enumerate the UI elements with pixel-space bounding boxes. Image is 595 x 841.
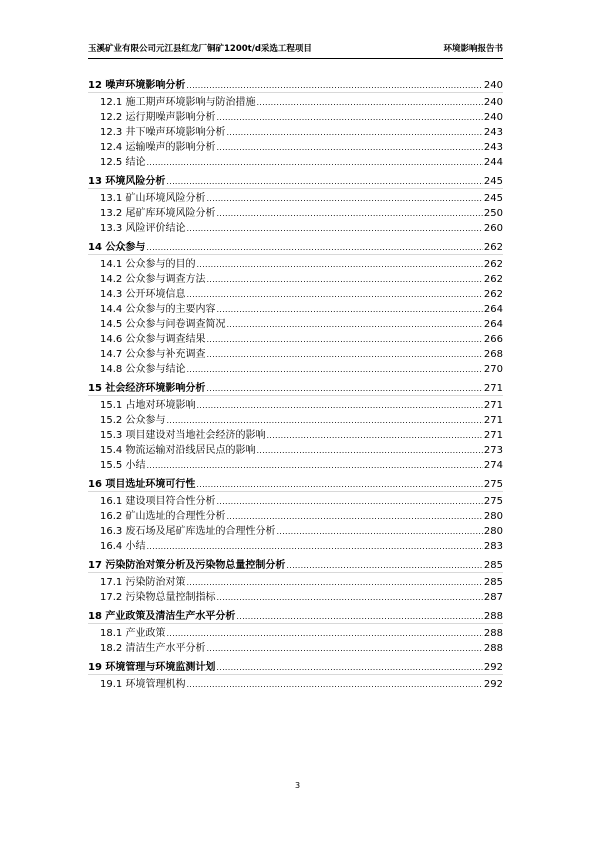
toc-chapter-entry[interactable] <box>88 658 503 675</box>
toc-dot-leader <box>146 242 483 253</box>
toc-entry-label: 12.3 井下噪声环境影响分析 <box>100 127 226 138</box>
toc-entry-page: 285 <box>483 577 503 588</box>
toc-entry-label: 14.1 公众参与的目的 <box>100 259 196 270</box>
toc-entry-label: 15.3 项目建设对当地社会经济的影响 <box>100 430 266 441</box>
toc-section-entry[interactable] <box>88 300 503 315</box>
toc-dot-leader <box>216 208 482 219</box>
toc-entry-page: 262 <box>483 274 503 285</box>
toc-entry-label: 18.1 产业政策 <box>100 628 166 639</box>
toc-entry-page: 271 <box>483 383 503 394</box>
toc-entry-page: 283 <box>483 541 503 552</box>
toc-section-entry[interactable] <box>88 153 503 168</box>
toc-dot-leader <box>236 611 483 622</box>
toc-section-entry[interactable] <box>88 573 503 588</box>
toc-chapter-entry[interactable] <box>88 379 503 396</box>
toc-dot-leader <box>186 289 482 300</box>
toc-section-entry[interactable] <box>88 345 503 360</box>
toc-section-entry[interactable] <box>88 411 503 426</box>
toc-entry-page: 262 <box>483 259 503 270</box>
toc-dot-leader <box>146 541 482 552</box>
toc-entry-page: 287 <box>483 592 503 603</box>
toc-entry-page: 292 <box>483 679 503 690</box>
toc-entry-label: 12.4 运输噪声的影响分析 <box>100 142 216 153</box>
toc-dot-leader <box>186 80 483 91</box>
toc-entry-page: 280 <box>483 526 503 537</box>
page-number: 3 <box>294 781 301 790</box>
toc-entry-page: 288 <box>483 628 503 639</box>
toc-section-entry[interactable] <box>88 270 503 285</box>
toc-entry-page: 275 <box>483 496 503 507</box>
toc-entry-label: 14.5 公众参与问卷调查简况 <box>100 319 226 330</box>
toc-entry-page: 245 <box>483 193 503 204</box>
toc-entry-page: 273 <box>483 445 503 456</box>
toc-entry-page: 285 <box>483 560 503 571</box>
toc-entry-page: 274 <box>483 460 503 471</box>
toc-dot-leader <box>226 127 482 138</box>
toc-entry-page: 243 <box>483 127 503 138</box>
page-header <box>88 42 503 56</box>
toc-entry-page: 271 <box>483 430 503 441</box>
toc-entry-label: 13 环境风险分析 <box>88 176 166 187</box>
toc-entry-label: 16 项目选址环境可行性 <box>88 479 196 490</box>
header-project-title: 玉溪矿业有限公司元江县红龙厂铜矿1200t/d采选工程项目 <box>88 44 312 54</box>
toc-dot-leader <box>186 577 482 588</box>
toc-entry-label: 17.2 污染物总量控制指标 <box>100 592 216 603</box>
toc-section-entry[interactable] <box>88 219 503 234</box>
toc-section-entry[interactable] <box>88 255 503 270</box>
toc-entry-page: 270 <box>483 364 503 375</box>
toc-section-entry[interactable] <box>88 138 503 153</box>
toc-section-entry[interactable] <box>88 396 503 411</box>
toc-dot-leader <box>256 97 482 108</box>
toc-section-entry[interactable] <box>88 315 503 330</box>
toc-entry-page: 260 <box>483 223 503 234</box>
toc-entry-label: 12.5 结论 <box>100 157 146 168</box>
toc-dot-leader <box>186 679 482 690</box>
toc-entry-label: 14.2 公众参与调查方法 <box>100 274 206 285</box>
toc-entry-label: 14 公众参与 <box>88 242 146 253</box>
toc-entry-label: 14.4 公众参与的主要内容 <box>100 304 216 315</box>
toc-chapter-entry[interactable] <box>88 238 503 255</box>
toc-entry-page: 264 <box>483 319 503 330</box>
toc-entry-label: 15.5 小结 <box>100 460 146 471</box>
toc-section-entry[interactable] <box>88 123 503 138</box>
toc-section-entry[interactable] <box>88 507 503 522</box>
toc-entry-page: 275 <box>483 479 503 490</box>
toc-entry-page: 245 <box>483 176 503 187</box>
toc-dot-leader <box>206 334 482 345</box>
toc-dot-leader <box>216 142 482 153</box>
toc-section-entry[interactable] <box>88 588 503 603</box>
toc-section-entry[interactable] <box>88 639 503 654</box>
toc-section-entry[interactable] <box>88 189 503 204</box>
toc-entry-page: 266 <box>483 334 503 345</box>
toc-dot-leader <box>216 304 482 315</box>
toc-entry-label: 12 噪声环境影响分析 <box>88 80 186 91</box>
toc-entry-label: 13.1 矿山环境风险分析 <box>100 193 206 204</box>
toc-dot-leader <box>226 319 482 330</box>
toc-dot-leader <box>226 511 482 522</box>
toc-dot-leader <box>166 176 483 187</box>
toc-entry-page: 280 <box>483 511 503 522</box>
toc-entry-page: 268 <box>483 349 503 360</box>
toc-dot-leader <box>266 430 482 441</box>
toc-chapter-entry[interactable] <box>88 475 503 492</box>
toc-section-entry[interactable] <box>88 426 503 441</box>
toc-dot-leader <box>146 460 482 471</box>
toc-dot-leader <box>216 592 482 603</box>
toc-dot-leader <box>166 415 482 426</box>
toc-dot-leader <box>186 223 482 234</box>
toc-dot-leader <box>206 274 482 285</box>
toc-section-entry[interactable] <box>88 360 503 375</box>
toc-entry-label: 13.2 尾矿库环境风险分析 <box>100 208 216 219</box>
toc-section-entry[interactable] <box>88 93 503 108</box>
toc-entry-label: 16.3 废石场及尾矿库选址的合理性分析 <box>100 526 276 537</box>
toc-entry-page: 264 <box>483 304 503 315</box>
toc-section-entry[interactable] <box>88 675 503 690</box>
toc-chapter-entry[interactable] <box>88 607 503 624</box>
toc-section-entry[interactable] <box>88 522 503 537</box>
toc-entry-label: 16.1 建设项目符合性分析 <box>100 496 216 507</box>
toc-dot-leader <box>256 445 482 456</box>
toc-dot-leader <box>196 479 483 490</box>
toc-chapter-entry[interactable] <box>88 556 503 573</box>
toc-chapter-entry[interactable] <box>88 76 503 93</box>
toc-entry-page: 240 <box>483 112 503 123</box>
toc-dot-leader <box>186 364 482 375</box>
toc-section-entry[interactable] <box>88 456 503 471</box>
toc-entry-page: 243 <box>483 142 503 153</box>
toc-entry-label: 18.2 清洁生产水平分析 <box>100 643 206 654</box>
toc-section-entry[interactable] <box>88 204 503 219</box>
toc-entry-page: 292 <box>483 662 503 673</box>
toc-entry-label: 15.2 公众参与 <box>100 415 166 426</box>
toc-entry-label: 14.6 公众参与调查结果 <box>100 334 206 345</box>
header-document-type: 环境影响报告书 <box>443 44 503 54</box>
toc-entry-label: 12.2 运行期噪声影响分析 <box>100 112 216 123</box>
toc-entry-label: 12.1 施工期声环境影响与防治措施 <box>100 97 256 108</box>
toc-dot-leader <box>216 496 482 507</box>
toc-entry-label: 17 污染防治对策分析及污染物总量控制分析 <box>88 560 286 571</box>
toc-entry-page: 244 <box>483 157 503 168</box>
toc-entry-label: 19 环境管理与环境监测计划 <box>88 662 216 673</box>
toc-chapter-entry[interactable] <box>88 172 503 189</box>
toc-entry-page: 288 <box>483 611 503 622</box>
toc-entry-label: 15 社会经济环境影响分析 <box>88 383 206 394</box>
toc-dot-leader <box>166 628 482 639</box>
toc-entry-label: 16.4 小结 <box>100 541 146 552</box>
toc-entry-label: 16.2 矿山选址的合理性分析 <box>100 511 226 522</box>
toc-dot-leader <box>196 400 482 411</box>
toc-section-entry[interactable] <box>88 285 503 300</box>
toc-entry-label: 13.3 风险评价结论 <box>100 223 186 234</box>
toc-section-entry[interactable] <box>88 108 503 123</box>
toc-entry-label: 19.1 环境管理机构 <box>100 679 186 690</box>
toc-entry-label: 18 产业政策及清洁生产水平分析 <box>88 611 236 622</box>
toc-entry-label: 14.8 公众参与结论 <box>100 364 186 375</box>
toc-entry-page: 271 <box>483 400 503 411</box>
toc-entry-label: 17.1 污染防治对策 <box>100 577 186 588</box>
toc-section-entry[interactable] <box>88 330 503 345</box>
toc-entry-label: 15.4 物流运输对沿线居民点的影响 <box>100 445 256 456</box>
toc-dot-leader <box>286 560 483 571</box>
toc-entry-page: 240 <box>483 80 503 91</box>
toc-dot-leader <box>196 259 482 270</box>
toc-entry-page: 250 <box>483 208 503 219</box>
toc-entry-page: 262 <box>483 289 503 300</box>
toc-dot-leader <box>206 193 482 204</box>
toc-dot-leader <box>206 349 482 360</box>
toc-section-entry[interactable] <box>88 537 503 552</box>
toc-entry-page: 262 <box>483 242 503 253</box>
toc-section-entry[interactable] <box>88 624 503 639</box>
toc-entry-label: 14.7 公众参与补充调查 <box>100 349 206 360</box>
header-divider <box>88 58 503 59</box>
toc-dot-leader <box>216 662 483 673</box>
toc-section-entry[interactable] <box>88 492 503 507</box>
toc-dot-leader <box>216 112 482 123</box>
toc-dot-leader <box>146 157 482 168</box>
toc-entry-page: 240 <box>483 97 503 108</box>
toc-dot-leader <box>276 526 482 537</box>
toc-dot-leader <box>206 643 482 654</box>
toc-section-entry[interactable] <box>88 441 503 456</box>
toc-entry-page: 288 <box>483 643 503 654</box>
toc-entry-label: 15.1 占地对环境影响 <box>100 400 196 411</box>
toc-entry-label: 14.3 公开环境信息 <box>100 289 186 300</box>
toc-entry-page: 271 <box>483 415 503 426</box>
toc-dot-leader <box>206 383 483 394</box>
table-of-contents <box>88 72 503 690</box>
